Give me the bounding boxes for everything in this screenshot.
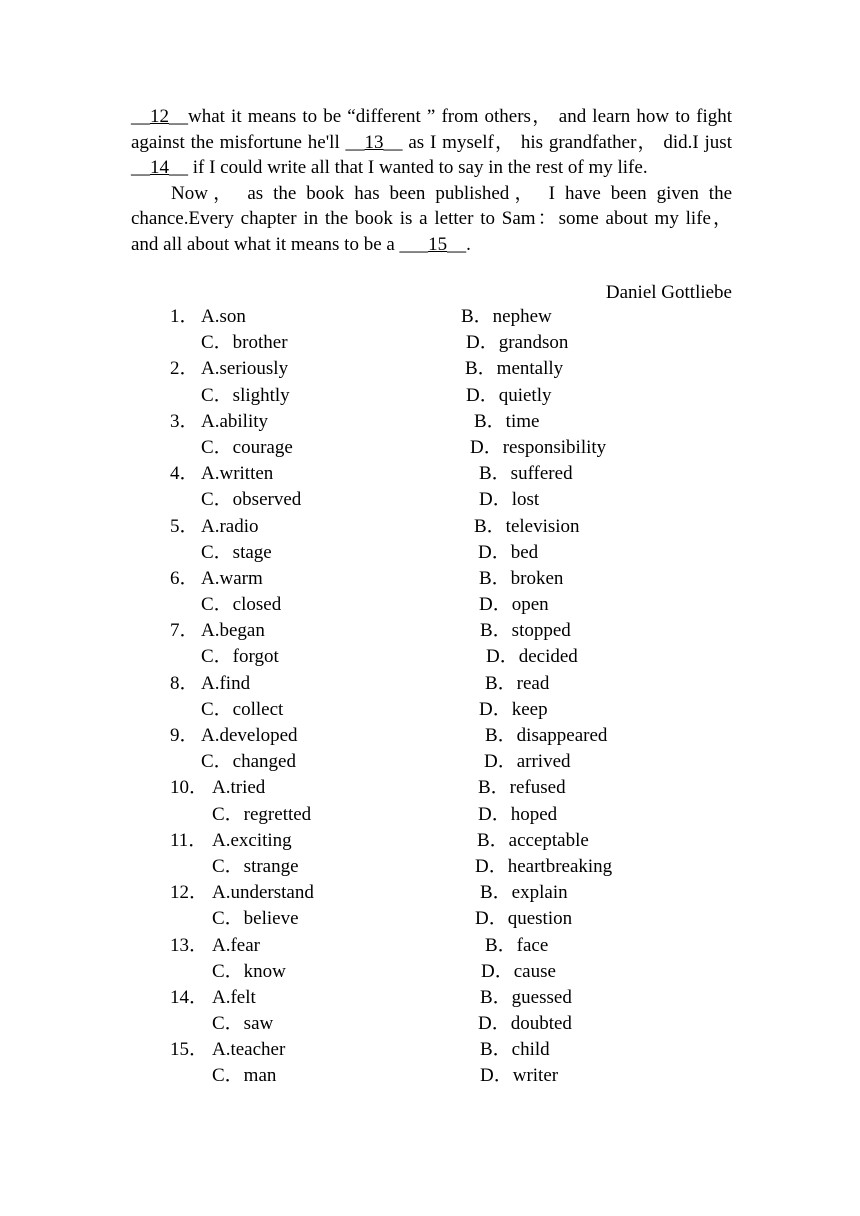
text-run: __ [131, 106, 150, 127]
question-number: 12． [170, 882, 209, 904]
question-number: 7． [170, 620, 199, 642]
question-row-continued [0, 540, 860, 566]
question-number: 6． [170, 567, 199, 589]
option-b: B．disappeared [485, 725, 608, 746]
option-c: C．saw [212, 1013, 274, 1035]
option-d: D．heartbreaking [475, 855, 613, 877]
text-run: __. [447, 233, 471, 255]
option-c: C．brother [201, 332, 288, 354]
question-number: 13． [170, 934, 209, 956]
option-c: C．stage [201, 541, 272, 563]
question-row [0, 566, 860, 592]
option-a: A.developed [201, 725, 298, 746]
text-run: __ if I could write all that I wanted to say in the rest of my life. [169, 157, 648, 179]
question-row-continued [0, 749, 860, 775]
question-number: 8． [170, 672, 199, 694]
option-a: A.tried [212, 777, 266, 799]
option-c: C．slightly [201, 384, 290, 406]
option-b: B．television [474, 515, 580, 537]
paragraph-2 [131, 181, 732, 258]
option-b: B．refused [478, 777, 566, 799]
text-run: __ as I myself， his grandfather， did.I just __ [131, 131, 732, 179]
question-row-continued [0, 697, 860, 723]
question-row-continued [0, 383, 860, 409]
option-c: C．closed [201, 594, 282, 616]
question-row [0, 461, 860, 487]
question-row [0, 514, 860, 540]
question-row [0, 828, 860, 854]
option-d: D．open [479, 594, 549, 616]
option-d: D．grandson [466, 332, 569, 354]
question-row-continued [0, 487, 860, 513]
option-c: C．man [212, 1065, 277, 1087]
text-run: __what it means to be “different ” from others， and learn how to fight against the misfortune he'll __ [131, 106, 732, 153]
question-row-continued [0, 802, 860, 828]
question-number: 14． [170, 986, 209, 1008]
option-b: B．nephew [461, 306, 552, 327]
question-row-continued [0, 435, 860, 461]
option-b: B．child [480, 1039, 550, 1061]
question-row-continued [0, 959, 860, 985]
option-d: D．decided [486, 646, 578, 668]
question-row [0, 723, 860, 749]
question-row-continued [0, 854, 860, 880]
option-b: B．acceptable [477, 829, 589, 851]
option-b: B．read [485, 672, 550, 694]
option-a: A.radio [201, 515, 259, 537]
option-d: D．arrived [484, 751, 571, 773]
question-row-continued [0, 1063, 860, 1089]
option-c: C．observed [201, 489, 302, 511]
text-run: Now， as the book has been published， I have been given the chance.Every chapter in the book is a letter to Sam：some about my life， and all about what it means to be a ___ [131, 182, 732, 255]
blank-15: 15 [428, 233, 448, 255]
question-row [0, 618, 860, 644]
option-a: A.son [201, 306, 246, 327]
blank-12: 12 [150, 106, 169, 127]
option-a: A.understand [212, 882, 314, 904]
blank-14: 14 [150, 157, 169, 179]
passage [131, 104, 732, 258]
option-a: A.ability [201, 410, 269, 432]
option-a: A.exciting [212, 829, 292, 851]
question-number: 1． [170, 306, 199, 327]
question-row-continued [0, 592, 860, 618]
option-b: B．broken [479, 567, 564, 589]
answer-options [0, 304, 860, 1090]
option-c: C．strange [212, 855, 299, 877]
question-row [0, 933, 860, 959]
option-d: D．bed [478, 541, 539, 563]
option-b: B．stopped [480, 620, 571, 642]
question-row [0, 409, 860, 435]
question-row-continued [0, 644, 860, 670]
option-c: C．courage [201, 436, 293, 458]
question-number: 3． [170, 410, 199, 432]
option-c: C．changed [201, 751, 296, 773]
question-row-continued [0, 1011, 860, 1037]
option-a: A.felt [212, 986, 256, 1008]
option-d: D．quietly [466, 384, 552, 406]
option-c: C．believe [212, 908, 299, 930]
option-d: D．lost [479, 489, 540, 511]
question-number: 4． [170, 463, 199, 485]
option-a: A.fear [212, 934, 260, 956]
option-b: B．mentally [465, 358, 564, 380]
question-row-continued [0, 906, 860, 932]
option-b: B．guessed [480, 986, 572, 1008]
option-a: A.written [201, 463, 274, 485]
option-d: D．responsibility [470, 436, 607, 458]
option-a: A.warm [201, 567, 263, 589]
question-row [0, 775, 860, 801]
option-d: D．writer [480, 1065, 559, 1087]
question-row [0, 985, 860, 1011]
question-row [0, 304, 860, 330]
question-row [0, 356, 860, 382]
author-signature: Daniel Gottliebe [605, 282, 732, 303]
option-c: C．know [212, 960, 286, 982]
option-c: C．collect [201, 698, 284, 720]
option-c: C．forgot [201, 646, 279, 668]
paragraph-1 [131, 104, 732, 181]
question-number: 2． [170, 358, 199, 380]
option-d: D．question [475, 908, 573, 930]
option-b: B．suffered [479, 463, 573, 485]
question-number: 10． [170, 777, 209, 799]
question-number: 11． [170, 829, 208, 851]
option-b: B．explain [480, 882, 568, 904]
option-d: D．hoped [478, 803, 558, 825]
question-row [0, 1037, 860, 1063]
option-d: D．cause [481, 960, 556, 982]
option-a: A.teacher [212, 1039, 286, 1061]
blank-13: 13 [364, 131, 384, 153]
option-a: A.find [201, 672, 251, 694]
option-a: A.began [201, 620, 265, 642]
option-d: D．keep [479, 698, 548, 720]
option-b: B．face [485, 934, 549, 956]
question-row [0, 671, 860, 697]
question-number: 9． [170, 725, 199, 746]
question-row [0, 880, 860, 906]
question-row-continued [0, 330, 860, 356]
option-b: B．time [474, 410, 540, 432]
option-d: D．doubted [478, 1013, 572, 1035]
option-a: A.seriously [201, 358, 289, 380]
option-c: C．regretted [212, 803, 312, 825]
question-number: 5． [170, 515, 199, 537]
question-number: 15． [170, 1039, 209, 1061]
